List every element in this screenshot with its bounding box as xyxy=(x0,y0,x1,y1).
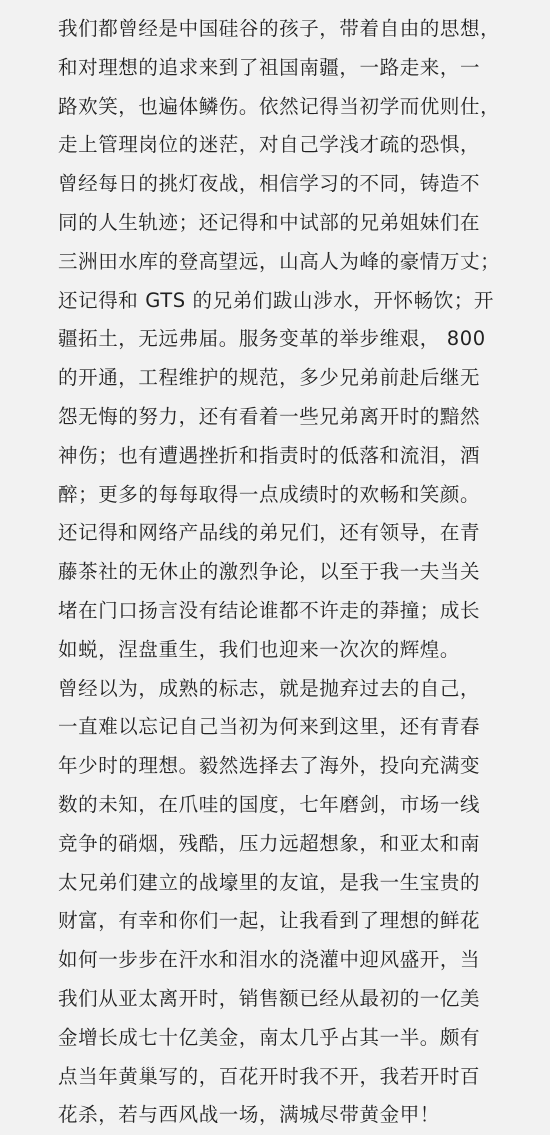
text-line: 同的人生轨迹；还记得和中试部的兄弟姐妹们在 xyxy=(58,210,481,234)
text-line: 如何一步步在汗水和泪水的浇灌中迎风盛开，当 xyxy=(58,948,481,972)
text-line: 年少时的理想。毅然选择去了海外，投向充满变 xyxy=(58,754,481,778)
text-line: 走上管理岗位的迷茫，对自己学浅才疏的恐惧， xyxy=(58,133,481,157)
text-line: 藤茶社的无休止的激烈争论，以至于我一夫当关 xyxy=(58,560,481,584)
text-line: 一直难以忘记自己当初为何来到这里，还有青春 xyxy=(58,715,481,739)
text-line: 疆拓土，无远弗届。服务变革的举步维艰， 800 xyxy=(58,327,486,351)
text-line: 竞争的硝烟，残酷，压力远超想象，和亚太和南 xyxy=(58,831,481,855)
text-line: 和对理想的追求来到了祖国南疆，一路走来，一 xyxy=(58,55,481,79)
text-line: 曾经以为，成熟的标志，就是抛弃过去的自己， xyxy=(58,676,481,700)
text-line: 怨无悔的努力，还有看着一些兄弟离开时的黯然 xyxy=(58,404,481,428)
text-line: 我们都曾经是中国硅谷的孩子，带着自由的思想， xyxy=(58,17,501,40)
text-line: 曾经每日的挑灯夜战，相信学习的不同，铸造不 xyxy=(58,172,481,196)
text-line: 三洲田水库的登高望远，山高人为峰的豪情万丈； xyxy=(58,249,501,273)
text-line: 神伤；也有遭遇挫折和指责时的低落和流泪，酒 xyxy=(58,443,481,467)
text-line: 花杀，若与西风战一场，满城尽带黄金甲！ xyxy=(58,1103,440,1127)
text-line: 如蜕，涅盘重生，我们也迎来一次次的辉煌。 xyxy=(58,637,461,661)
text-line: 数的未知，在爪哇的国度，七年磨剑，市场一线 xyxy=(58,792,481,816)
text-line: 还记得和网络产品线的弟兄们，还有领导，在青 xyxy=(58,521,481,545)
text-line: 财富，有幸和你们一起，让我看到了理想的鲜花 xyxy=(58,909,481,933)
article-text xyxy=(58,10,501,1135)
text-line: 我们从亚太离开时，销售额已经从最初的一亿美 xyxy=(58,986,481,1010)
text-line: 太兄弟们建立的战壕里的友谊，是我一生宝贵的 xyxy=(58,870,481,894)
text-line: 还记得和 GTS 的兄弟们跋山涉水，开怀畅饮；开 xyxy=(58,288,495,312)
text-line: 金增长成七十亿美金，南太几乎占其一半。颇有 xyxy=(58,1025,481,1049)
text-line: 点当年黄巢写的，百花开时我不开，我若开时百 xyxy=(58,1064,481,1088)
text-line: 醉；更多的每每取得一点成绩时的欢畅和笑颜。 xyxy=(58,482,481,506)
text-line: 路欢笑，也遍体鳞伤。依然记得当初学而优则仕， xyxy=(58,94,501,118)
text-line: 的开通，工程维护的规范，多少兄弟前赴后继无 xyxy=(58,366,481,390)
text-line: 堵在门口扬言没有结论谁都不许走的莽撞；成长 xyxy=(58,598,481,622)
